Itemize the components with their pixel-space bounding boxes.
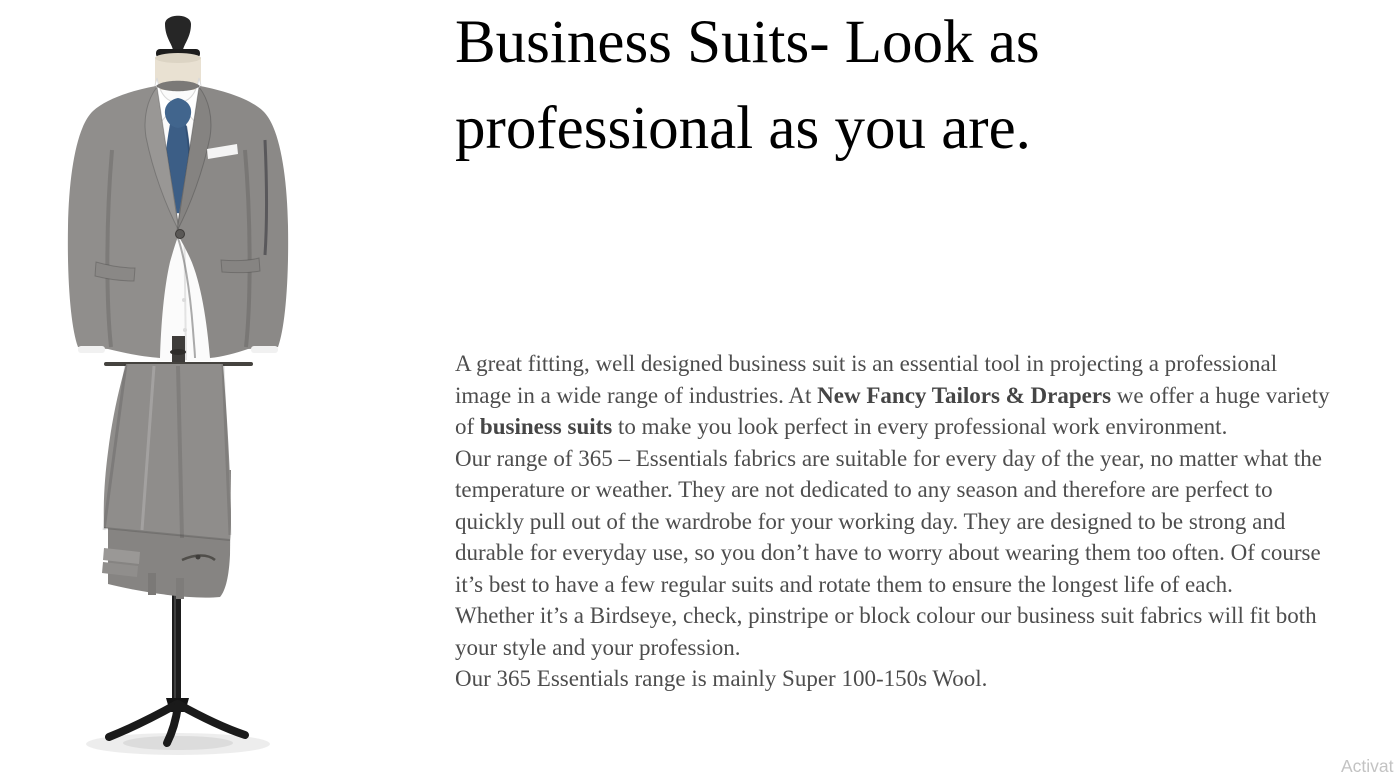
suit-photo xyxy=(60,0,380,781)
paragraph: Our 365 Essentials range is mainly Super 100-150s Wool. xyxy=(455,666,988,691)
suit-illustration xyxy=(60,0,380,781)
belt-loop xyxy=(148,573,156,595)
trousers xyxy=(102,364,231,599)
content-column xyxy=(455,0,1345,695)
paragraph: A great fitting, well designed business suit is an essential tool in projecting a professional image in a wide range of industries. At New Fancy Tailors & Drapers we offer a huge variety of business suits to make you look perfect in every professional work environment. xyxy=(455,351,1330,439)
belt-loop xyxy=(176,578,184,599)
paragraph: Our range of 365 – Essentials fabrics are suitable for every day of the year, no matter what the temperature or weather. They are not dedicated to any season and therefore are perfect to quickly pull out of the wardrobe for your working day. They are designed to be strong and durable for everyday use, so you don’t have to worry about wearing them too often. Of course it’s best to have a few regular suits and rotate them to ensure the longest life of each. xyxy=(455,445,1323,597)
stand-pole xyxy=(172,585,181,701)
page-title: Business Suits- Look as professional as you are. xyxy=(455,9,1040,162)
paragraph: Whether it’s a Birdseye, check, pinstripe or block colour our business suit fabrics will fit both your style and your profession. xyxy=(455,603,1317,660)
jacket-button xyxy=(176,230,185,239)
mannequin-finial xyxy=(156,16,200,58)
article-body xyxy=(455,348,1335,695)
activate-windows-watermark: Activat xyxy=(1341,756,1394,776)
hip-pocket-right xyxy=(221,258,260,273)
